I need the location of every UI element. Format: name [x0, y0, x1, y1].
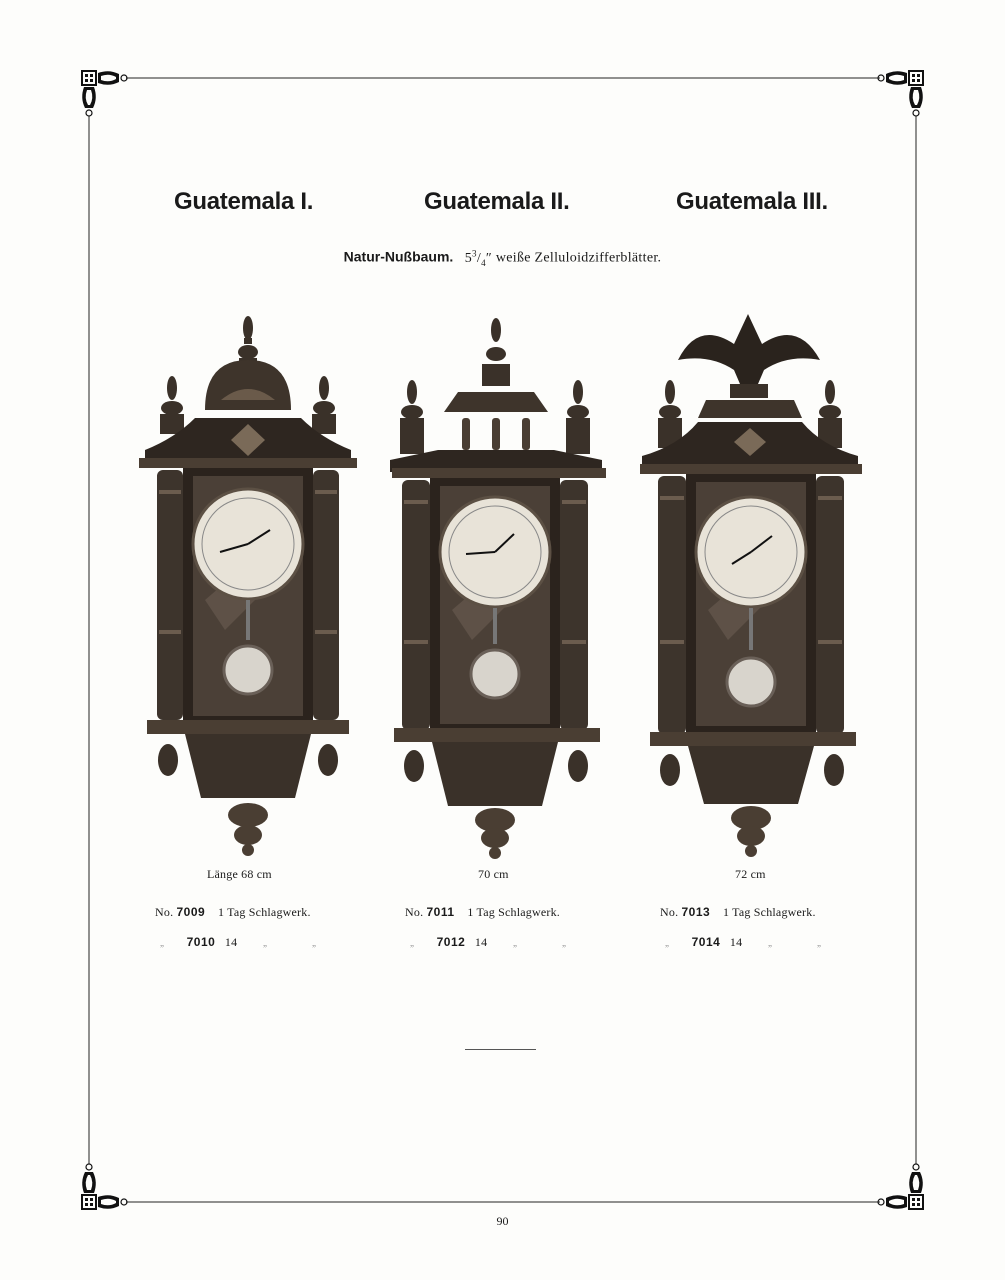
title-guatemala-2: Guatemala II. — [424, 188, 570, 215]
model-row-7010: „ 7010 14 „ „ — [160, 935, 317, 949]
length-label-2: 70 cm — [478, 867, 509, 881]
material-description — [0, 248, 1005, 267]
section-divider — [465, 1049, 536, 1050]
length-label-3: 72 cm — [735, 867, 766, 881]
dial-description: weiße Zelluloidzifferblätter. — [495, 250, 662, 266]
clock-illustration-1 — [135, 300, 361, 860]
title-guatemala-1: Guatemala I. — [174, 188, 314, 215]
model-row-7009: No. 7009 1 Tag Schlagwerk. — [155, 905, 311, 919]
clock-illustration-3 — [638, 300, 864, 860]
model-row-7013: No. 7013 1 Tag Schlagwerk. — [660, 905, 816, 919]
material-label: Natur-Nußbaum. — [343, 248, 454, 265]
model-row-7012: „ 7012 14 „ „ — [410, 935, 567, 949]
length-label-1: Länge 68 cm — [207, 867, 272, 881]
dial-size: $5^3/_4''$ — [464, 248, 493, 268]
clock-illustration-2 — [388, 300, 614, 860]
model-row-7011: No. 7011 1 Tag Schlagwerk. — [405, 905, 560, 919]
title-guatemala-3: Guatemala III. — [676, 188, 828, 215]
page-number: 90 — [496, 1214, 509, 1228]
model-row-7014: „ 7014 14 „ „ — [665, 935, 822, 949]
